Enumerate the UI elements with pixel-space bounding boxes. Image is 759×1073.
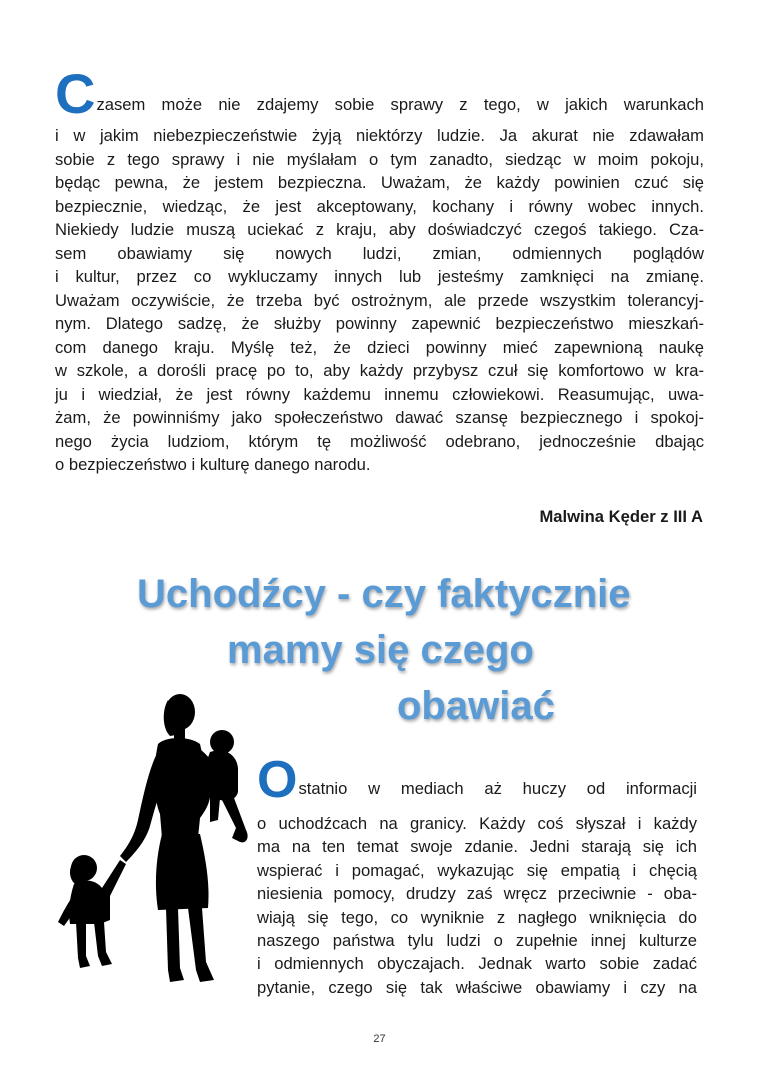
text-line: i odmiennych obyczajach. Jednak warto sobie zadać [257,954,697,974]
text-line: ma na ten temat swoje zdanie. Jedni starają się ich [257,837,697,857]
article-2-first-line-text: statnio w mediach aż huczy od informacji [298,779,697,798]
text-line: Niekiedy ludzie muszą uciekać z kraju, aby doświadczyć czegoś takiego. Cza- [55,220,704,239]
text-line: sobie z tego sprawy i nie myślałam o tym zanadto, siedząc w moim pokoju, [55,149,704,169]
text-line: pytanie, czego się tak właściwe obawiamy i czy na [257,977,697,997]
text-line: o bezpieczeństwo i kulturę danego narodu. [55,455,371,474]
article-1 [55,62,704,477]
headline-line-1: Uchodźcy - czy faktycznie [137,572,631,616]
article-1-first-line-text: zasem może nie zdajemy sobie sprawy z tego, w jakich warunkach [96,95,704,114]
article-1-first-line [55,62,704,125]
mother-with-children-silhouette-icon [50,688,260,998]
headline-line-2: mamy się czego [227,628,534,672]
text-line: wiają się tego, co wyniknie z nagłego wniknięcia do [257,907,697,927]
page-number: 27 [373,1033,386,1045]
text-line: będąc pewna, że jestem bezpieczna. Uważam, że każdy powinien czuć się [55,173,704,192]
headline-line-3: obawiać [397,684,555,728]
text-line: naszego państwa tylu ludzi o zupełnie innej kulturze [257,931,697,951]
text-line: Uważam oczywiście, że trzeba być ostrożnym, ale przede wszystkim tolerancyj- [55,290,704,310]
article-2-body [257,812,697,999]
text-line: nym. Dlatego sadzę, że służby powinny zapewnić bezpieczeństwo mieszkań- [55,314,704,333]
article-1-body [55,124,704,477]
drop-cap: C [55,62,96,125]
author-signature: Malwina Kęder z III A [539,507,703,526]
text-line: w szkole, a dorośli pracę po to, aby każdy przybysz czuł się komfortowo w kra- [55,361,704,380]
text-line: ju i wiedział, że jest równy każdemu innemu człowiekowi. Reasumując, uwa- [55,384,704,404]
drop-cap: O [257,751,298,809]
article-2 [257,751,697,999]
article-2-first-line [257,751,697,809]
text-line: nego życia ludziom, którym tę możliwość odebrano, jednocześnie dbając [55,431,704,451]
text-line: com danego kraju. Myślę też, że dzieci powinny mieć zapewnioną naukę [55,337,704,357]
text-line: niesienia pomocy, drudzy zaś wręcz przeciwnie - oba- [257,884,697,904]
text-line: sem obawiamy się nowych ludzi, zmian, odmiennych poglądów [55,243,704,263]
text-line: bezpiecznie, wiedząc, że jest akceptowany, kochany i równy wobec innych. [55,196,704,216]
text-line: żam, że powinniśmy jako społeczeństwo dawać szansę bezpiecznego i spokoj- [55,408,704,427]
text-line: wspierać i pomagać, wykazując się empatią i chęcią [257,860,697,880]
text-line: i kultur, przez co wykluczamy innych lub jesteśmy zamknięci na zmianę. [55,267,704,286]
text-line: i w jakim niebezpieczeństwie żyją niektórzy ludzie. Ja akurat nie zdawałam [55,126,704,145]
text-line: o uchodźcach na granicy. Każdy coś słyszał i każdy [257,814,697,833]
